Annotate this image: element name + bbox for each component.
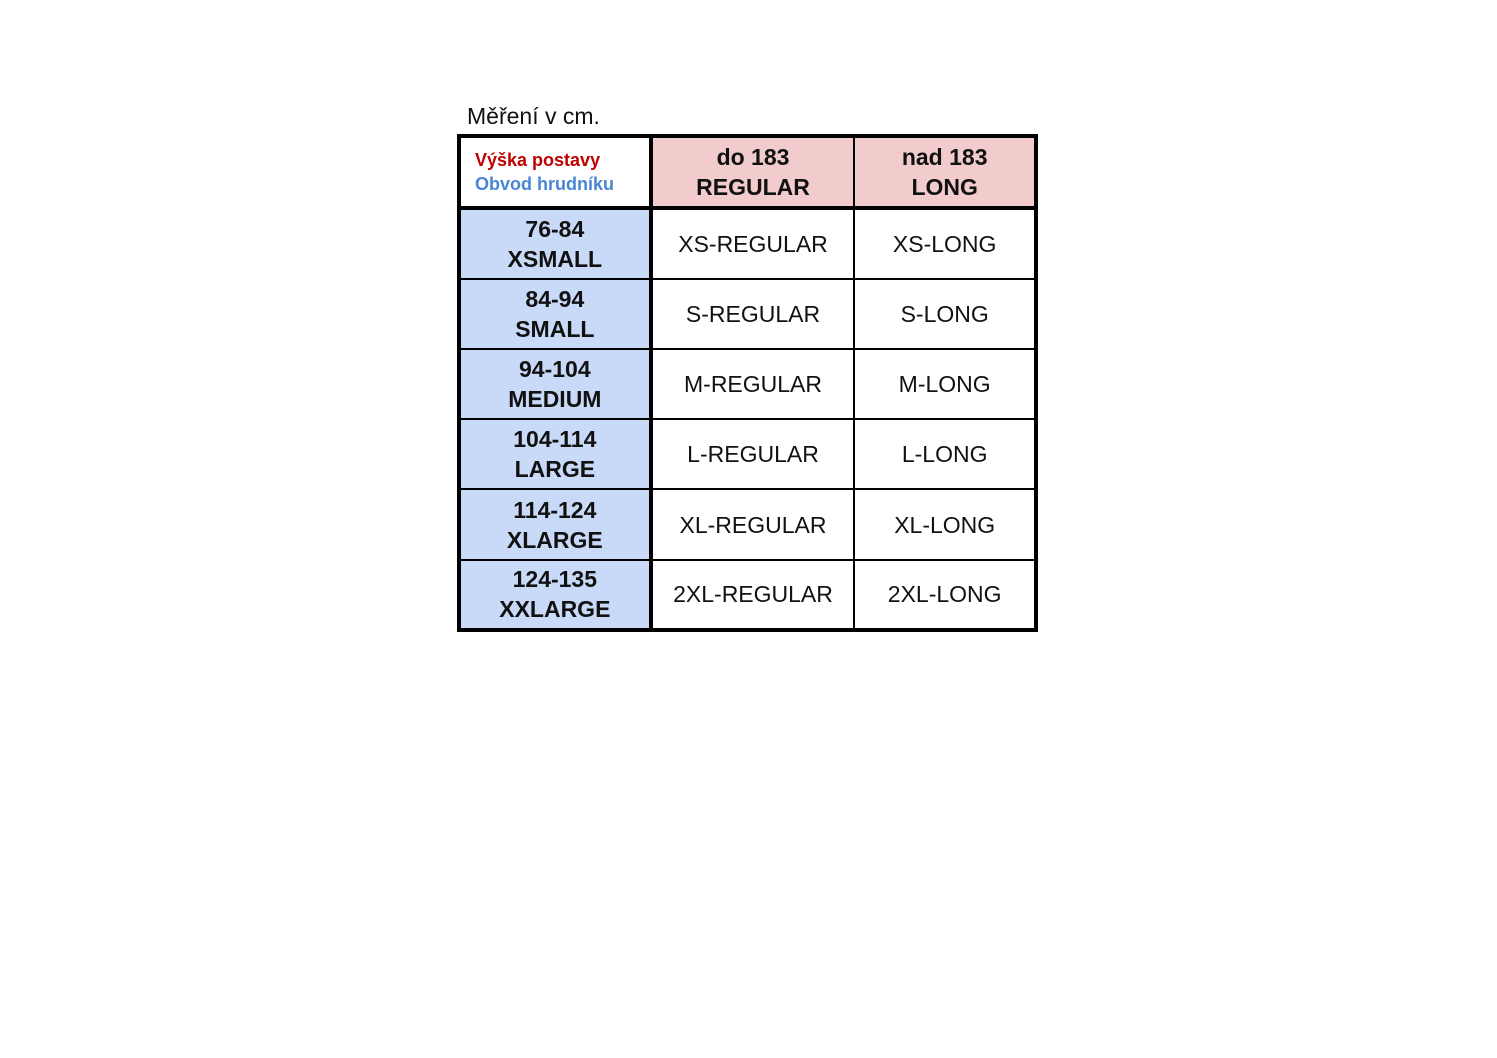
row-header-xxlarge bbox=[459, 560, 651, 630]
size-chart-table bbox=[457, 134, 1038, 632]
header-row bbox=[459, 136, 1036, 208]
chest-range: 124-135 bbox=[512, 566, 598, 593]
size-cell: 2XL-REGULAR bbox=[651, 560, 855, 630]
chest-range: 114-124 bbox=[513, 496, 597, 523]
size-cell: XS-LONG bbox=[854, 208, 1036, 278]
size-cell: M-REGULAR bbox=[651, 349, 855, 419]
size-cell: S-LONG bbox=[854, 279, 1036, 349]
table-row-xlarge bbox=[459, 489, 1036, 559]
size-name: LARGE bbox=[514, 456, 596, 483]
chest-range: 94-104 bbox=[519, 355, 591, 382]
row-header-small bbox=[459, 279, 651, 349]
body-height-label: Výška postavy bbox=[475, 150, 601, 171]
column-header-long bbox=[854, 136, 1036, 208]
size-name: SMALL bbox=[515, 315, 595, 342]
size-cell: L-REGULAR bbox=[651, 419, 855, 489]
column-header-regular bbox=[651, 136, 855, 208]
column-header-line2: REGULAR bbox=[696, 174, 810, 201]
size-cell: S-REGULAR bbox=[651, 279, 855, 349]
size-cell: XL-LONG bbox=[854, 489, 1036, 559]
row-header-medium bbox=[459, 349, 651, 419]
chest-range: 104-114 bbox=[513, 426, 597, 453]
table-row-xxlarge bbox=[459, 560, 1036, 630]
column-header-line1: nad 183 bbox=[901, 144, 988, 171]
table-caption: Měření v cm. bbox=[467, 103, 600, 129]
size-cell: XS-REGULAR bbox=[651, 208, 855, 278]
column-header-line2: LONG bbox=[911, 174, 978, 201]
size-cell: XL-REGULAR bbox=[651, 489, 855, 559]
chest-range: 76-84 bbox=[525, 215, 585, 242]
row-header-xsmall bbox=[459, 208, 651, 278]
size-name: XXLARGE bbox=[499, 596, 611, 623]
column-header-line1: do 183 bbox=[716, 144, 790, 171]
chest-range: 84-94 bbox=[525, 285, 585, 312]
size-name: MEDIUM bbox=[508, 385, 602, 412]
size-name: XSMALL bbox=[507, 245, 603, 272]
row-header-xlarge bbox=[459, 489, 651, 559]
table-row-large bbox=[459, 419, 1036, 489]
table-row-xsmall bbox=[459, 208, 1036, 278]
chest-circumference-label: Obvod hrudníku bbox=[475, 174, 614, 195]
table-row-small bbox=[459, 279, 1036, 349]
corner-cell bbox=[459, 136, 651, 208]
size-name: XLARGE bbox=[506, 526, 603, 553]
size-cell: L-LONG bbox=[854, 419, 1036, 489]
size-cell: 2XL-LONG bbox=[854, 560, 1036, 630]
row-header-large bbox=[459, 419, 651, 489]
table-row-medium bbox=[459, 349, 1036, 419]
size-cell: M-LONG bbox=[854, 349, 1036, 419]
